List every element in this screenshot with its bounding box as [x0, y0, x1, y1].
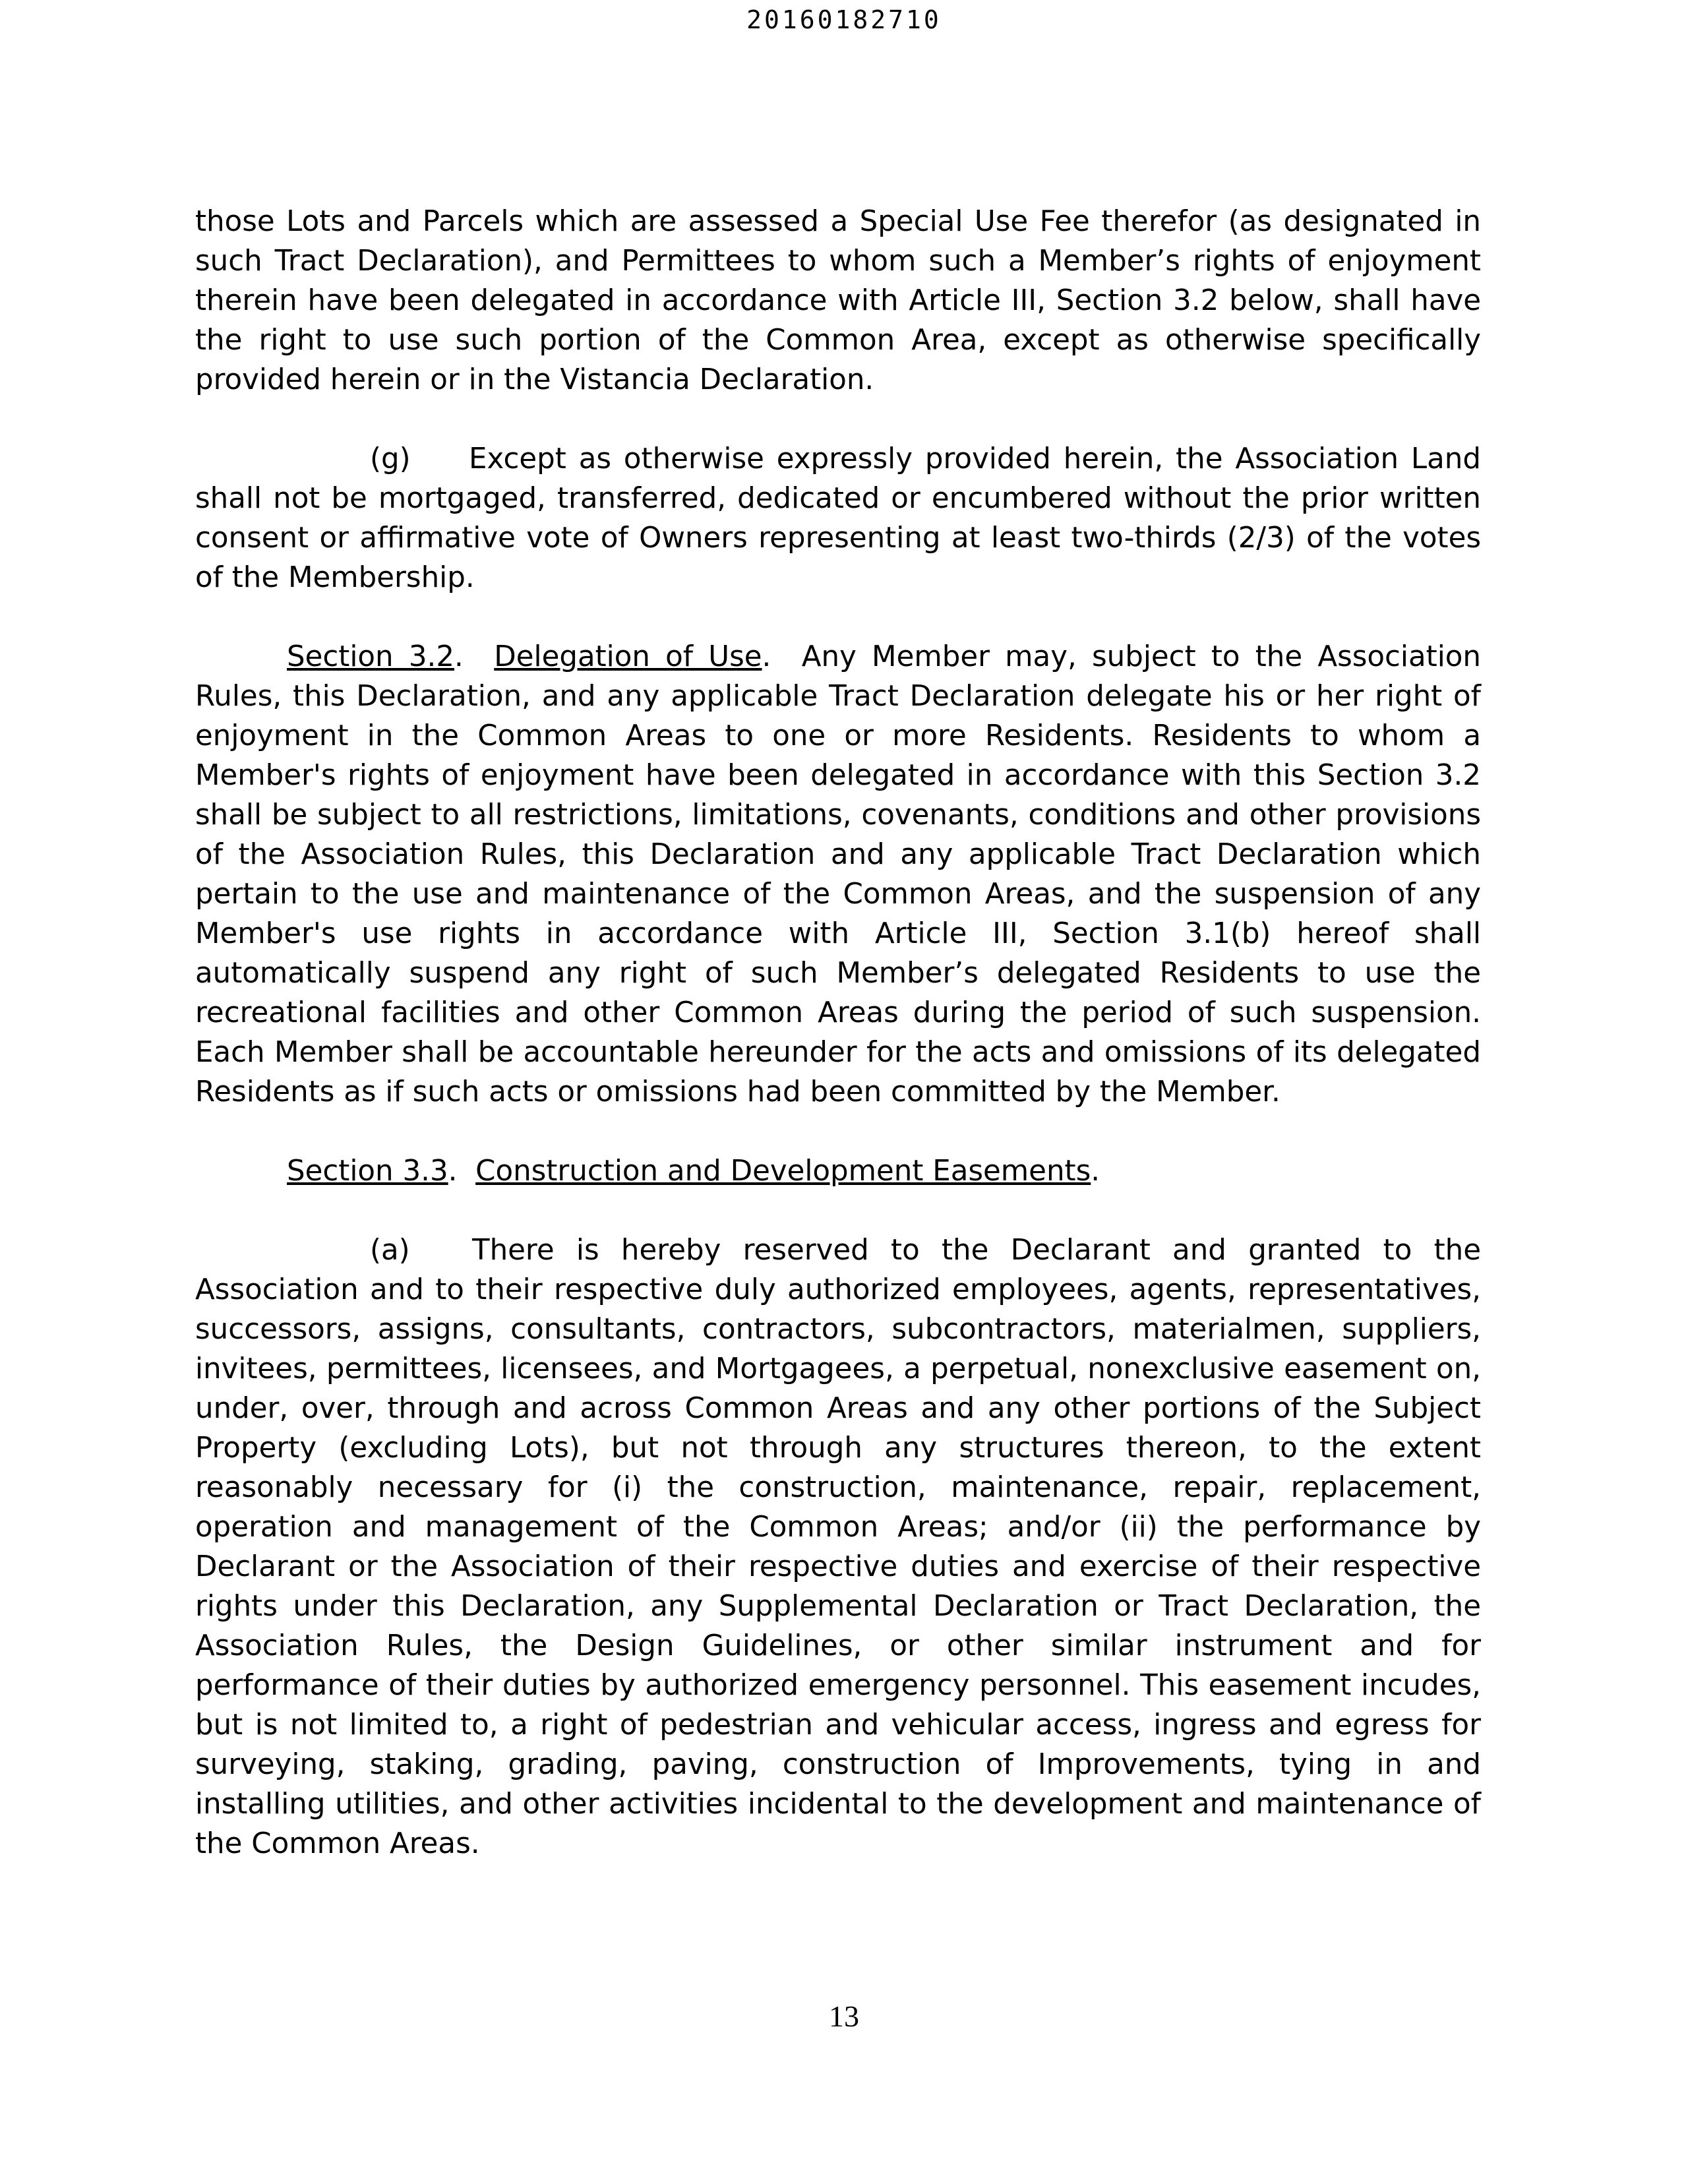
section-3-2-title: Delegation of Use — [494, 640, 762, 673]
document-number: 20160182710 — [746, 5, 942, 34]
section-3-3-title: Construction and Development Easements — [475, 1155, 1091, 1188]
subsection-label-a: (a) — [370, 1234, 410, 1267]
section-3-2: Section 3.2. Delegation of Use. Any Member may, subject to the Association Rules, this Declaration, and any applicable Tract Declaration delegate his or her right of enjoyment in the Common Areas to one or more Residents. Residents to whom a Member's rights of enjoyment have been delegated in accordance with this Section 3.2 shall be subject to all restrictions, limitations, covenants, conditions and other provisions of the Association Rules, this Declaration and any applicable Tract Declaration which pertain to the use and maintenance of the Common Areas, and the suspension of any Member's use rights in accordance with Article III, Section 3.1(b) hereof shall automatically suspend any right of such Member’s delegated Residents to use the recreational facilities and other Common Areas during the period of such suspension. Each Member shall be accountable hereunder for the acts and omissions of its delegated Residents as if such acts or omissions had been committed by the Member. — [195, 640, 1481, 1108]
section-3-3-heading: Section 3.3. Construction and Development Easements. — [287, 1155, 1100, 1188]
page-number: 13 — [829, 1999, 859, 2033]
page-body — [195, 202, 1481, 1864]
subsection-label-g: (g) — [370, 442, 411, 475]
paragraph-g — [195, 439, 1481, 597]
paragraph-continuation: those Lots and Parcels which are assessed a Special Use Fee therefor (as designated in such Tract Declaration), and Permittees to whom such a Member’s rights of enjoyment therein have been delegated in accordance with Article III, Section 3.2 below, shall have the right to use such portion of the Common Area, except as otherwise specifically provided herein or in the Vistancia Declaration. — [195, 205, 1481, 396]
section-3-2-text: Any Member may, subject to the Association Rules, this Declaration, and any applicable Tract Declaration delegate his or her right of enjoyment in the Common Areas to one or more Residents. Residents to whom a Member's rights of enjoyment have been delegated in accordance with this Section 3.2 shall be subject to all restrictions, limitations, covenants, conditions and other provisions of the Association Rules, this Declaration and any applicable Tract Declaration which pertain to the use and maintenance of the Common Areas, and the suspension of any Member's use rights in accordance with Article III, Section 3.1(b) hereof shall automatically suspend any right of such Member’s delegated Residents to use the recreational facilities and other Common Areas during the period of such suspension. Each Member shall be accountable hereunder for the acts and omissions of its delegated Residents as if such acts or omissions had been committed by the Member. — [195, 640, 1481, 1108]
paragraph-g-text: Except as otherwise expressly provided herein, the Association Land shall not be mortgaged, transferred, dedicated or encumbered without the prior written consent or affirmative vote of Owners representing at least two-thirds (2/3) of the votes of the Membership. — [195, 442, 1481, 594]
section-3-2-number: Section 3.2 — [287, 640, 454, 673]
paragraph-a — [195, 1230, 1481, 1864]
paragraph-a-text: There is hereby reserved to the Declarant and granted to the Association and to their respective duly authorized employees, agents, representatives, successors, assigns, consultants, contractors, subcontractors, materialmen, suppliers, invitees, permittees, licensees, and Mortgagees, a perpetual, nonexclusive easement on, under, over, through and across Common Areas and any other portions of the Subject Property (excluding Lots), but not through any structures thereon, to the extent reasonably necessary for (i) the construction, maintenance, repair, replacement, operation and management of the Common Areas; and/or (ii) the performance by Declarant or the Association of their respective duties and exercise of their respective rights under this Declaration, any Supplemental Declaration or Tract Declaration, the Association Rules, the Design Guidelines, or other similar instrument and for performance of their duties by authorized emergency personnel. This easement incudes, but is not limited to, a right of pedestrian and vehicular access, ingress and egress for surveying, staking, grading, paving, construction of Improvements, tying in and installing utilities, and other activities incidental to the development and maintenance of the Common Areas. — [195, 1234, 1481, 1860]
section-3-3-number: Section 3.3 — [287, 1155, 448, 1188]
